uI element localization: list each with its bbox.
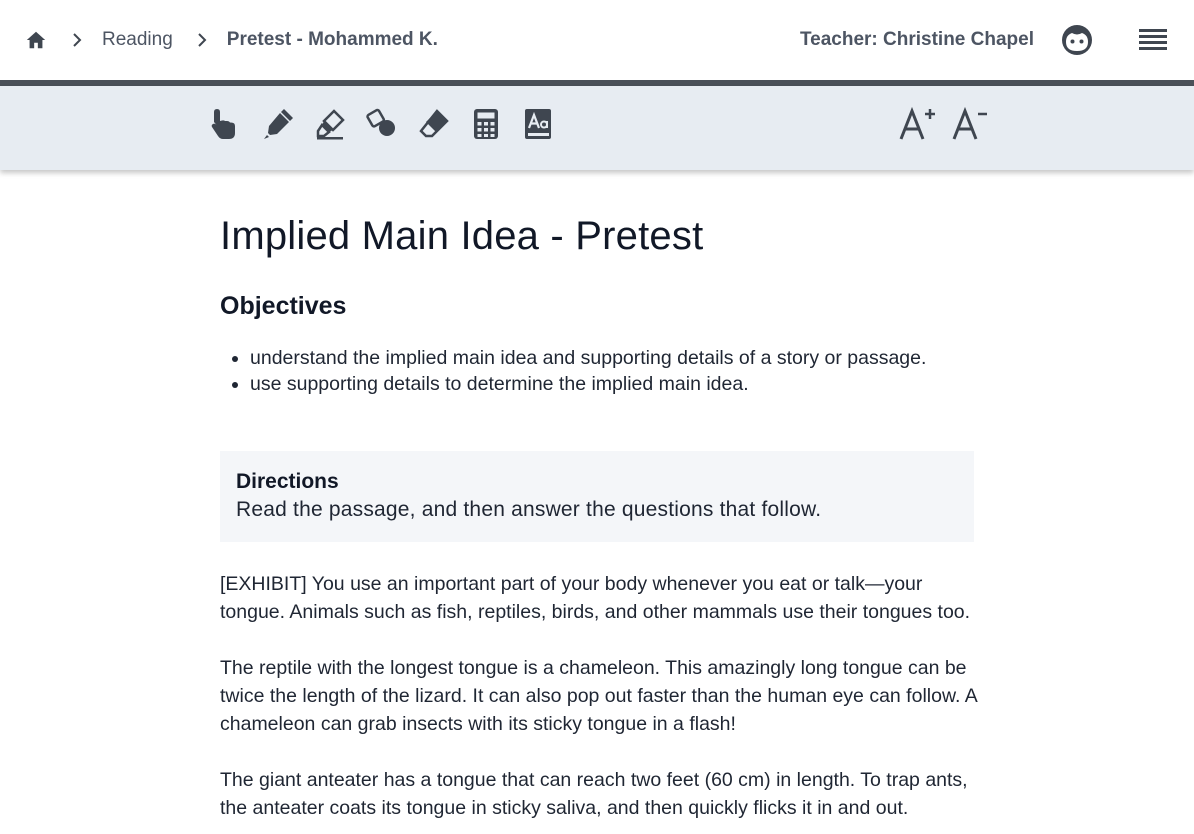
eraser-icon[interactable] [416,106,452,142]
teacher-name: Teacher: Christine Chapel [799,29,1034,50]
breadcrumb-current-page: Pretest - Mohammed K. [226,29,438,50]
objectives-list [250,345,950,397]
passage-paragraph: The giant anteater has a tongue that can reach two feet (60 cm) in length. To trap ants, the anteater coats its tongue in sticky saliva, and then quickly flicks it in and out. [220,769,968,819]
top-navigation-bar [0,0,1194,80]
objectives-heading: Objectives [220,292,347,320]
directions-box [220,451,974,542]
header-right [800,0,1194,80]
chevron-right-icon [193,31,211,49]
chevron-right-icon [68,31,86,49]
directions-heading: Directions [236,470,339,493]
highlighter-icon[interactable] [312,106,348,142]
passage-paragraph: [EXHIBIT] You use an important part of your body whenever you eat or talk—your tongue. Animals such as fish, reptiles, birds, and other mammals use their tongues too. [220,573,971,623]
home-icon[interactable] [24,28,48,52]
passage-paragraph: The reptile with the longest tongue is a chameleon. This amazingly long tongue can be twice the length of the lizard. It can also pop out faster than the human eye can follow. A chameleon can grab insects with its sticky tongue in a flash! [220,657,977,735]
increase-font-icon[interactable] [899,106,937,142]
breadcrumb-reading-link[interactable]: Reading [102,29,173,50]
pointer-icon[interactable] [206,106,242,142]
objective-item: • understand the implied main idea and supporting details of a story or passage. [250,345,950,371]
dictionary-icon[interactable] [520,106,556,142]
shapes-icon[interactable] [364,106,400,142]
breadcrumb [24,28,438,52]
objective-item: • use supporting details to determine the implied main idea. [250,371,950,397]
tools-toolbar [0,86,1194,170]
pen-icon[interactable] [260,106,296,142]
calculator-icon[interactable] [468,106,504,142]
reading-passage [220,570,980,834]
face-avatar-icon[interactable] [1060,23,1094,57]
directions-text: Read the passage, and then answer the questions that follow. [236,498,822,521]
decrease-font-icon[interactable] [952,106,990,142]
hamburger-menu-icon[interactable] [1138,27,1168,53]
page-title: Implied Main Idea - Pretest [220,214,704,258]
